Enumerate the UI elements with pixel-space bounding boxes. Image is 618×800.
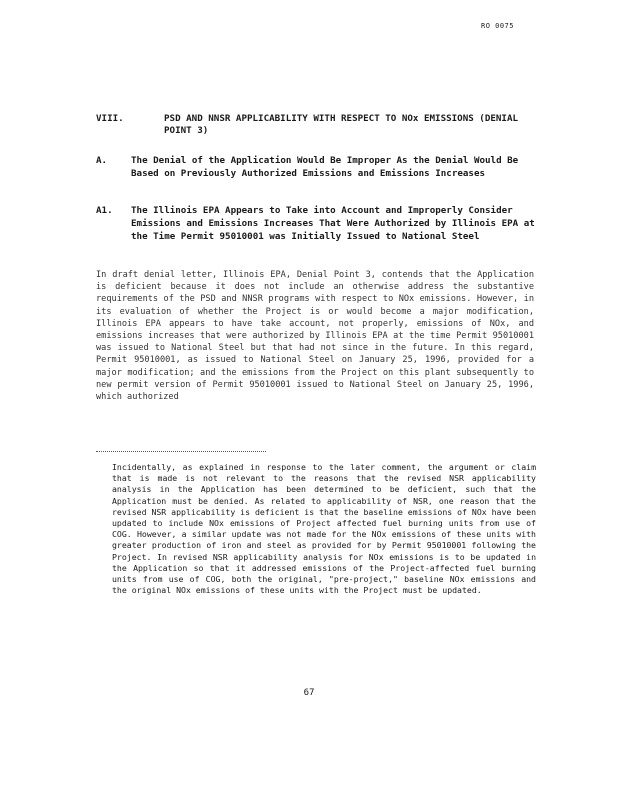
subsection-number: A. (96, 155, 108, 166)
section-title: PSD AND NNSR APPLICABILITY WITH RESPECT TO NOx EMISSIONS (DENIAL POINT 3) (164, 113, 519, 136)
footnote-divider (96, 451, 266, 452)
subsection-title: The Denial of the Application Would Be Improper As the Denial Would Be Based on Previously Authorized Emissions and Emissions Increases (131, 155, 519, 179)
subsection-title: The Illinois EPA Appears to Take into Account and Improperly Consider Emissions and Emissions Increases That Were Authorized by Illinois EPA at the Time Permit 95010001 was Initially Issued to National Steel (131, 205, 535, 242)
subsection-number: A1. (96, 205, 113, 216)
footnote: Incidentally, as explained in response to the later comment, the argument or claim that is made is not relevant to the reasons that the revised NSR applicability analysis in the Application has been determined to be deficient, such that the Application must be denied. As related to applicability of NSR, one reason that the revised NSR applicability is deficient is that the baseline emissions of NOx have been updated to include NOx emissions of Project affected fuel burning units from use of COG. However, a similar update was not made for the NOx emissions of these units with greater production of iron and steel as provided for by Permit 95010001 following the Project. In revised NSR applicability analysis for NOx emissions is to be updated in the Application so that it addressed emissions of the Project-affected fuel burning units from use of COG, both the original, "pre-project," baseline NOx emissions and the original NOx emissions of these units with the Project must be updated. (112, 462, 536, 596)
document-code: RO 0075 (480, 22, 514, 30)
page-number: 67 (303, 688, 315, 698)
section-number: VIII. (96, 113, 124, 124)
body-paragraph: In draft denial letter, Illinois EPA, Denial Point 3, contends that the Application is deficient because it does not include an otherwise address the substantive requirements of the PSD and NNSR programs with respect to NOx emissions. However, in its evaluation of whether the Project is or would become a major modification, Illinois EPA appears to have take account, not properly, emissions of NOx, and emissions increases that were authorized by Illinois EPA at the time Permit 95010001 was issued to National Steel but that had not since in the future. In this regard, Permit 95010001, as issued to National Steel on January 25, 1996, provided for a major modification; and the emissions from the Project on this plant subsequently to new permit version of Permit 95010001 issued to National Steel on January 25, 1996, which authorized (96, 270, 534, 403)
